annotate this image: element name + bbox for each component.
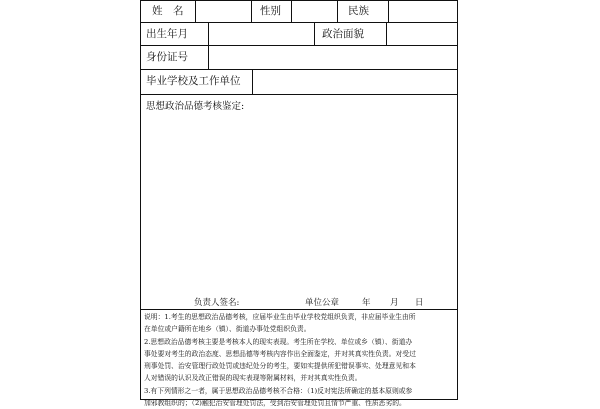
divider-r1-e xyxy=(388,0,389,22)
day-label: 日 xyxy=(415,298,424,308)
gender-label: 性别 xyxy=(260,5,281,17)
note-line: 2.思想政治品德考核主要是考核本人的现实表现。考生所在学校、单位或乡（镇）、街道办 xyxy=(144,337,413,346)
month-label: 月 xyxy=(390,298,399,308)
note-line: 在单位或户籍所在地乡（镇）、街道办事处党组织负责。 xyxy=(144,325,311,334)
row-line-top xyxy=(140,0,458,1)
row-line-2 xyxy=(140,45,458,46)
school-work-unit-label: 毕业学校及工作单位 xyxy=(146,75,241,87)
row-line-1 xyxy=(140,22,458,23)
birth-date-label: 出生年月 xyxy=(146,28,188,40)
ethnicity-label: 民族 xyxy=(348,5,369,17)
notes-top-line xyxy=(140,309,458,310)
seal-label: 单位公章 xyxy=(305,298,340,308)
note-line: 人对错误的认识及改正错误的现实表现等附属材料，并对其真实性负责。 xyxy=(144,374,362,383)
row-line-3 xyxy=(140,69,458,70)
note-line: 刑事处罚、治安管理行政处罚或违纪处分的考生，要如实提供所犯错误事实、处理意见和本 xyxy=(144,362,416,371)
signer-label: 负责人签名: xyxy=(194,298,240,308)
instructions-notes xyxy=(144,311,456,409)
year-label: 年 xyxy=(362,298,371,308)
divider-r1-b xyxy=(251,0,252,22)
row-line-4 xyxy=(140,94,458,95)
divider-r2-a xyxy=(208,22,209,45)
divider-r1-a xyxy=(195,0,196,22)
note-line: 说明：1.考生的思想政治品德考核，应届毕业生由毕业学校党组织负责，非应届毕业生由所 xyxy=(144,313,416,321)
assessment-title: 思想政治品德考核鉴定: xyxy=(146,101,245,112)
id-number-label: 身份证号 xyxy=(146,51,188,63)
note-line: 事处要对考生的政治态度、思想品德等考核内容作出全面鉴定，并对其真实性负责。对受过 xyxy=(144,349,416,358)
name-label: 姓 名 xyxy=(152,5,184,17)
divider-r1-d xyxy=(337,0,338,22)
divider-r1-c xyxy=(291,0,292,22)
note-line: 加邪教组织的；（2)触犯治安管理处罚法，受到治安管理处罚且情节严重、性质恶劣的。 xyxy=(144,399,406,408)
political-affiliation-label: 政治面貌 xyxy=(322,28,364,40)
border-left xyxy=(140,0,141,400)
divider-r4-a xyxy=(252,69,253,94)
divider-r3-a xyxy=(208,45,209,69)
divider-r2-b xyxy=(314,22,315,45)
divider-r2-c xyxy=(386,22,387,45)
note-line: 3.有下列情形之一者，属于思想政治品德考核不合格：（1)反对宪法所确定的基本原则或参 xyxy=(144,386,413,395)
border-right xyxy=(457,0,458,400)
